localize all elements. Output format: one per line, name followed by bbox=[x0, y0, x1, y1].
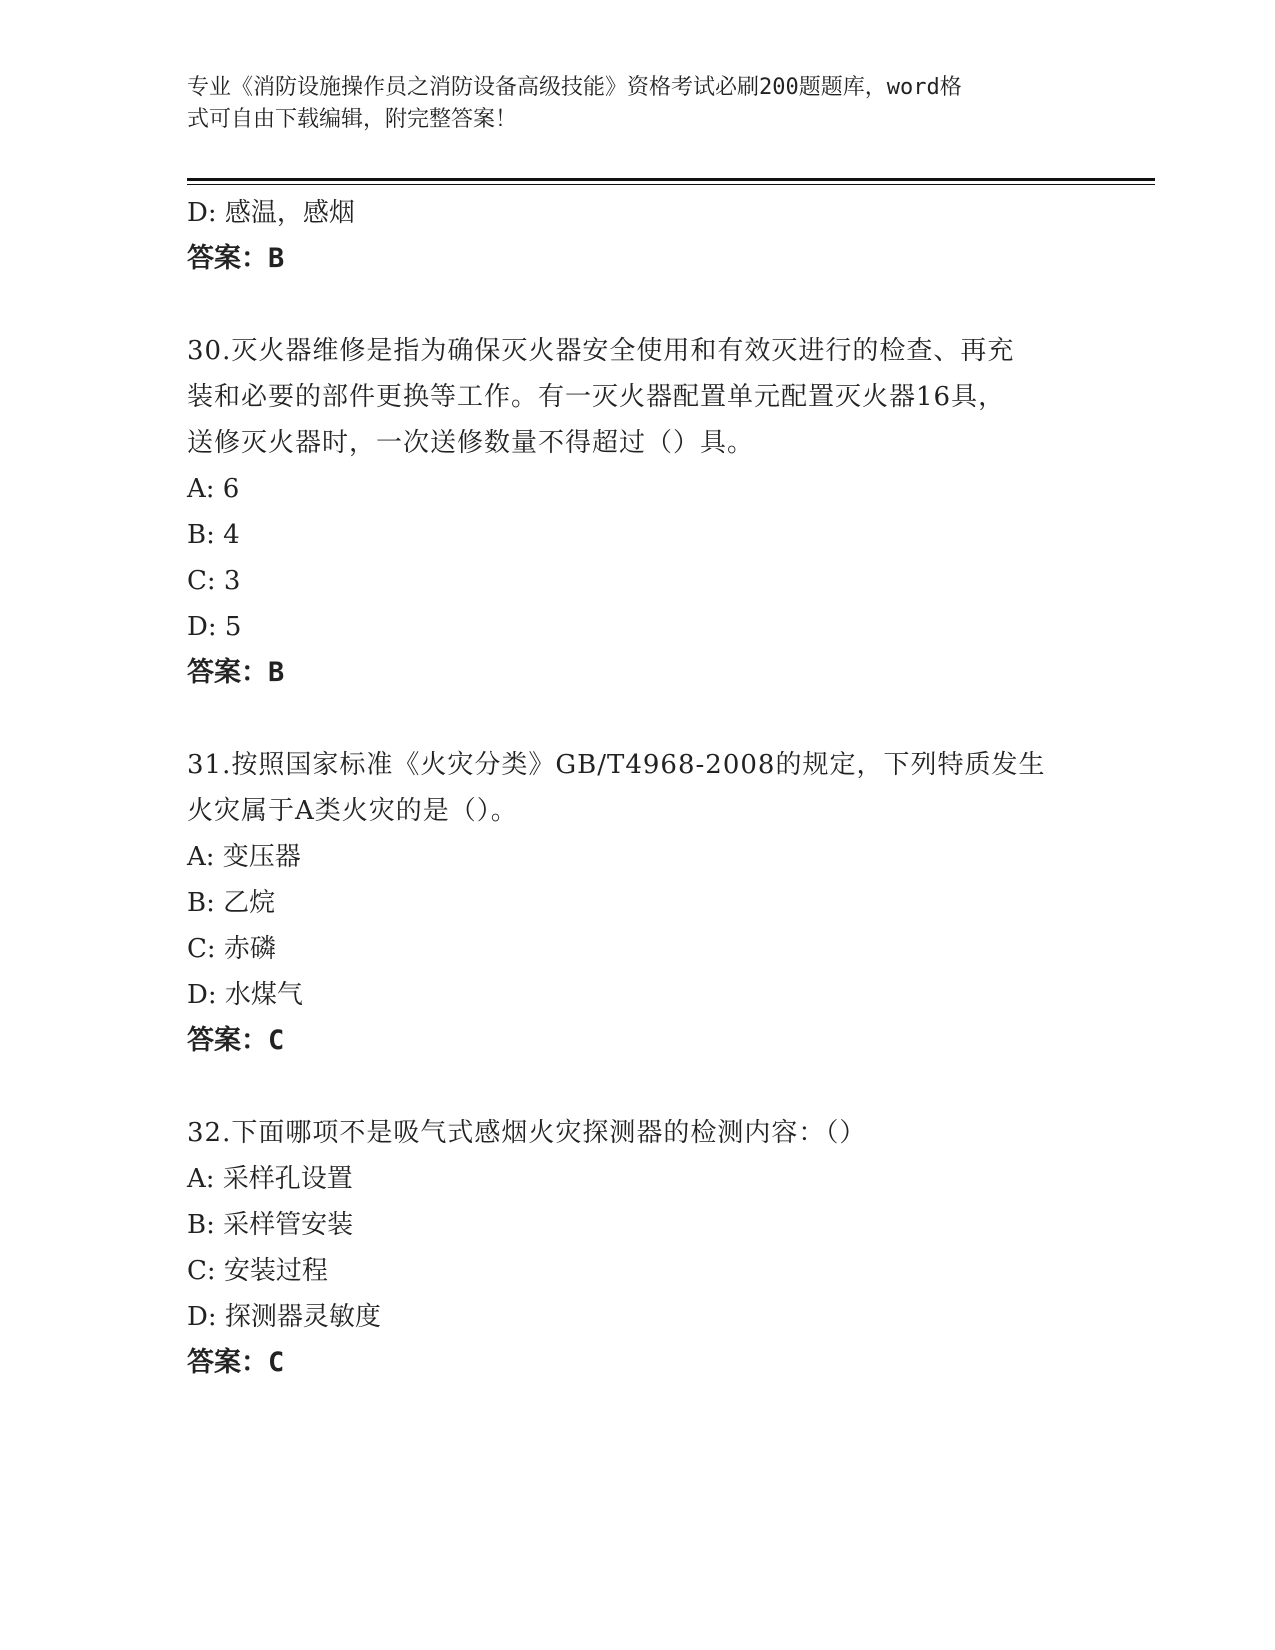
header-line-2: 式可自由下载编辑，附完整答案！ bbox=[187, 107, 518, 132]
question-text-line: 火灾属于A类火灾的是（）。 bbox=[187, 796, 518, 826]
spacer bbox=[187, 1064, 1087, 1110]
previous-option-d: D: 感温，感烟 bbox=[187, 198, 355, 228]
option-b: B: 4 bbox=[187, 520, 240, 550]
option-c: C: 3 bbox=[187, 566, 241, 596]
question-text-line: 30.灭火器维修是指为确保灭火器安全使用和有效灭进行的检查、再充 bbox=[187, 336, 1015, 366]
option-b: B: 乙烷 bbox=[187, 888, 276, 918]
option-d: D: 5 bbox=[187, 612, 242, 642]
header-rule-thin bbox=[187, 184, 1155, 185]
document-header bbox=[187, 72, 1067, 136]
option-a: A: 采样孔设置 bbox=[187, 1164, 353, 1194]
spacer bbox=[187, 696, 1087, 742]
answer-line: 答案：B bbox=[187, 657, 285, 688]
question-block bbox=[187, 328, 1087, 696]
option-c: C: 安装过程 bbox=[187, 1256, 328, 1286]
question-text-line: 32.下面哪项不是吸气式感烟火灾探测器的检测内容：（） bbox=[187, 1118, 867, 1148]
option-a: A: 变压器 bbox=[187, 842, 301, 872]
question-text-line: 31.按照国家标准《火灾分类》GB/T4968-2008的规定，下列特质发生 bbox=[187, 750, 1046, 780]
question-block bbox=[187, 742, 1087, 1064]
answer-line: 答案：C bbox=[187, 1025, 285, 1056]
option-d: D: 探测器灵敏度 bbox=[187, 1302, 381, 1332]
option-a: A: 6 bbox=[187, 474, 240, 504]
option-d: D: 水煤气 bbox=[187, 980, 303, 1010]
option-c: C: 赤磷 bbox=[187, 934, 276, 964]
header-line-1: 专业《消防设施操作员之消防设备高级技能》资格考试必刷200题题库，word格 bbox=[187, 75, 962, 100]
spacer bbox=[187, 282, 1087, 328]
previous-answer: 答案：B bbox=[187, 243, 285, 274]
question-block bbox=[187, 1110, 1087, 1386]
answer-line: 答案：C bbox=[187, 1347, 285, 1378]
option-b: B: 采样管安装 bbox=[187, 1210, 354, 1240]
question-text-line: 送修灭火器时，一次送修数量不得超过（）具。 bbox=[187, 428, 755, 458]
document-body bbox=[187, 190, 1087, 1386]
header-rule-thick bbox=[187, 178, 1155, 181]
question-text-line: 装和必要的部件更换等工作。有一灭火器配置单元配置灭火器16具， bbox=[187, 382, 1006, 412]
